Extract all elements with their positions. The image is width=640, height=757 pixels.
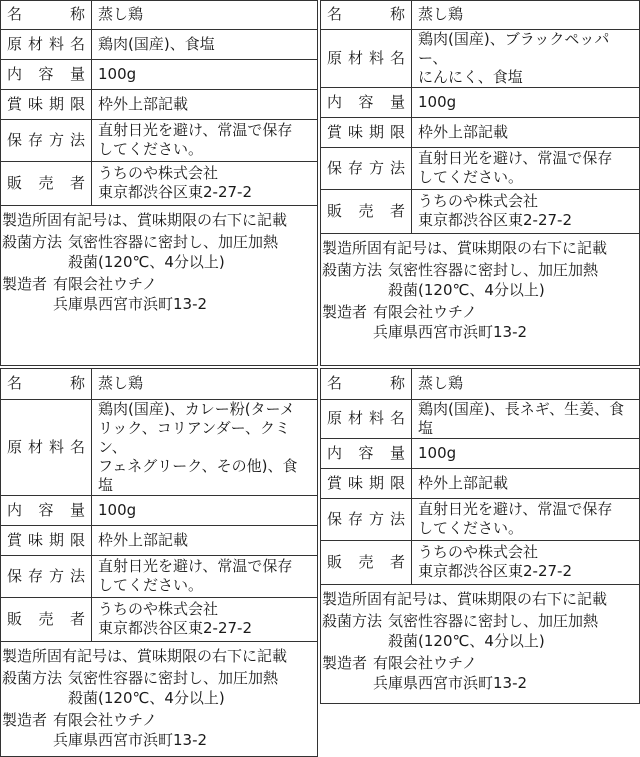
sterilization-line: 気密性容器に密封し、加圧加熱 <box>68 232 279 251</box>
row-seller-key: 販 売 者 <box>321 189 412 233</box>
maker-row <box>322 302 639 342</box>
storage-line: してください。 <box>418 519 524 537</box>
row-seller-key: 販 売 者 <box>1 597 92 641</box>
row-name <box>321 1 639 29</box>
row-name <box>1 1 317 29</box>
maker-row-key: 製造者 <box>322 653 368 672</box>
maker-line: 有限会社ウチノ <box>373 653 477 672</box>
food-label-curry <box>0 368 318 757</box>
seller-line: うちのや株式会社 <box>418 192 539 210</box>
maker-row-key: 製造者 <box>322 302 368 321</box>
row-seller-value <box>92 597 318 641</box>
sterilization-line: 殺菌(120℃、4分以上) <box>68 688 225 707</box>
maker-row-value <box>373 653 527 693</box>
seller-line: 東京都渋谷区東2-27-2 <box>98 183 252 201</box>
row-storage <box>1 555 317 597</box>
maker-line: 兵庫県西宮市浜町13-2 <box>53 730 208 749</box>
label-spec-table <box>1 369 317 642</box>
storage-line: してください。 <box>98 140 204 158</box>
row-ingredients-value <box>412 29 640 87</box>
storage-line: してください。 <box>98 576 204 594</box>
row-content-key: 内 容 量 <box>321 87 412 117</box>
row-content <box>1 59 317 89</box>
ingredients-line: 鶏肉(国産)、長ネギ、生姜、食塩 <box>418 399 625 437</box>
row-name-value: 蒸し鶏 <box>412 1 640 29</box>
sterilization-line: 気密性容器に密封し、加圧加熱 <box>388 260 599 279</box>
row-content-value: 100g <box>92 495 318 525</box>
ingredients-line: リック、コリアンダー、クミン、 <box>98 418 291 456</box>
row-seller-key: 販 売 者 <box>1 161 92 205</box>
seller-line: 東京都渋谷区東2-27-2 <box>98 619 252 637</box>
food-label-plain <box>0 0 318 366</box>
label-notes <box>1 206 317 314</box>
row-name-value: 蒸し鶏 <box>412 369 640 399</box>
sterilization-row-value <box>68 668 278 708</box>
seller-line: うちのや株式会社 <box>418 543 539 561</box>
seller-line: うちのや株式会社 <box>98 600 219 618</box>
row-content-key: 内 容 量 <box>321 438 412 468</box>
mfg-code-note: 製造所固有記号は、賞味期限の右下に記載 <box>322 238 608 257</box>
ingredients-line: にんにく、食塩 <box>418 67 523 86</box>
row-expiry <box>321 117 639 147</box>
maker-row-key: 製造者 <box>2 710 48 729</box>
maker-row-value <box>53 710 207 750</box>
row-name-key: 名 称 <box>1 1 92 29</box>
row-storage-key: 保存方法 <box>321 498 412 540</box>
row-name <box>321 369 639 399</box>
row-content-value: 100g <box>92 59 318 89</box>
food-label-black-pepper <box>320 0 640 366</box>
row-content <box>321 438 639 468</box>
sterilization-row-value <box>388 260 598 300</box>
ingredients-line: フェネグリーク、その他)、食塩 <box>98 456 298 494</box>
sterilization-row-key: 殺菌方法 <box>322 260 383 279</box>
sterilization-line: 殺菌(120℃、4分以上) <box>388 631 545 650</box>
maker-line: 兵庫県西宮市浜町13-2 <box>53 294 208 313</box>
label-notes <box>321 234 639 342</box>
row-storage <box>1 119 317 161</box>
row-expiry <box>1 525 317 555</box>
row-seller-value <box>412 540 640 584</box>
row-name-key: 名 称 <box>321 369 412 399</box>
row-ingredients <box>321 399 639 438</box>
row-content <box>321 87 639 117</box>
row-content <box>1 495 317 525</box>
row-storage-key: 保存方法 <box>321 147 412 189</box>
row-expiry-key: 賞味期限 <box>321 117 412 147</box>
row-ingredients-value <box>92 399 318 495</box>
row-expiry <box>321 468 639 498</box>
storage-line: 直射日光を避け、常温で保存 <box>98 121 293 139</box>
row-storage-value <box>92 119 318 161</box>
row-expiry-key: 賞味期限 <box>1 89 92 119</box>
row-content-key: 内 容 量 <box>1 59 92 89</box>
food-label-green-onion-ginger <box>320 368 640 704</box>
row-storage-value <box>412 147 640 189</box>
ingredients-line: 鶏肉(国産)、カレー粉(ターメ <box>98 399 295 418</box>
row-name-value: 蒸し鶏 <box>92 1 318 29</box>
row-expiry-value: 枠外上部記載 <box>412 117 640 147</box>
sterilization-line: 気密性容器に密封し、加圧加熱 <box>68 668 279 687</box>
row-ingredients-value <box>412 399 640 438</box>
maker-line: 有限会社ウチノ <box>53 710 157 729</box>
row-name-key: 名 称 <box>321 1 412 29</box>
seller-line: 東京都渋谷区東2-27-2 <box>418 562 572 580</box>
row-seller <box>1 597 317 641</box>
row-name-value: 蒸し鶏 <box>92 369 318 399</box>
row-seller-value <box>412 189 640 233</box>
row-storage-value <box>412 498 640 540</box>
row-name-key: 名 称 <box>1 369 92 399</box>
sterilization-row <box>2 232 317 272</box>
ingredients-line: 鶏肉(国産)、食塩 <box>98 34 215 53</box>
row-ingredients-key: 原材料名 <box>1 399 92 495</box>
mfg-code-note: 製造所固有記号は、賞味期限の右下に記載 <box>2 646 288 665</box>
maker-line: 有限会社ウチノ <box>373 302 477 321</box>
row-ingredients-key: 原材料名 <box>1 29 92 59</box>
row-expiry-value: 枠外上部記載 <box>412 468 640 498</box>
sterilization-line: 殺菌(120℃、4分以上) <box>68 252 225 271</box>
sterilization-row <box>2 668 317 708</box>
row-storage-key: 保存方法 <box>1 555 92 597</box>
label-spec-table <box>321 1 639 234</box>
ingredients-line: 鶏肉(国産)、ブラックペッパー、 <box>418 29 610 67</box>
row-content-value: 100g <box>412 438 640 468</box>
storage-line: してください。 <box>418 168 524 186</box>
storage-line: 直射日光を避け、常温で保存 <box>418 500 613 518</box>
maker-row <box>322 653 639 693</box>
mfg-code-note: 製造所固有記号は、賞味期限の右下に記載 <box>322 589 608 608</box>
maker-row-value <box>373 302 527 342</box>
sterilization-line: 気密性容器に密封し、加圧加熱 <box>388 611 599 630</box>
row-ingredients <box>1 399 317 495</box>
storage-line: 直射日光を避け、常温で保存 <box>418 149 613 167</box>
row-expiry-value: 枠外上部記載 <box>92 89 318 119</box>
sterilization-row-value <box>388 611 598 651</box>
maker-row <box>2 710 317 750</box>
maker-line: 兵庫県西宮市浜町13-2 <box>373 322 528 341</box>
sterilization-row <box>322 611 639 651</box>
maker-row-key: 製造者 <box>2 274 48 293</box>
storage-line: 直射日光を避け、常温で保存 <box>98 557 293 575</box>
row-ingredients-value <box>92 29 318 59</box>
row-storage <box>321 147 639 189</box>
row-expiry-key: 賞味期限 <box>1 525 92 555</box>
label-spec-table <box>321 369 639 585</box>
row-content-value: 100g <box>412 87 640 117</box>
row-seller-key: 販 売 者 <box>321 540 412 584</box>
mfg-code-note: 製造所固有記号は、賞味期限の右下に記載 <box>2 210 288 229</box>
label-notes <box>1 642 317 750</box>
row-seller <box>321 189 639 233</box>
sterilization-row-value <box>68 232 278 272</box>
row-ingredients-key: 原材料名 <box>321 29 412 87</box>
row-ingredients <box>1 29 317 59</box>
row-content-key: 内 容 量 <box>1 495 92 525</box>
label-spec-table <box>1 1 317 206</box>
sterilization-row-key: 殺菌方法 <box>322 611 383 630</box>
row-seller-value <box>92 161 318 205</box>
sterilization-row-key: 殺菌方法 <box>2 668 63 687</box>
row-expiry <box>1 89 317 119</box>
seller-line: うちのや株式会社 <box>98 164 219 182</box>
row-ingredients-key: 原材料名 <box>321 399 412 438</box>
label-notes <box>321 585 639 693</box>
maker-row <box>2 274 317 314</box>
sterilization-row <box>322 260 639 300</box>
sterilization-row-key: 殺菌方法 <box>2 232 63 251</box>
row-seller <box>321 540 639 584</box>
row-storage <box>321 498 639 540</box>
row-seller <box>1 161 317 205</box>
row-name <box>1 369 317 399</box>
row-expiry-value: 枠外上部記載 <box>92 525 318 555</box>
row-storage-value <box>92 555 318 597</box>
row-expiry-key: 賞味期限 <box>321 468 412 498</box>
sterilization-line: 殺菌(120℃、4分以上) <box>388 280 545 299</box>
seller-line: 東京都渋谷区東2-27-2 <box>418 211 572 229</box>
maker-line: 兵庫県西宮市浜町13-2 <box>373 673 528 692</box>
row-ingredients <box>321 29 639 87</box>
maker-line: 有限会社ウチノ <box>53 274 157 293</box>
maker-row-value <box>53 274 207 314</box>
row-storage-key: 保存方法 <box>1 119 92 161</box>
